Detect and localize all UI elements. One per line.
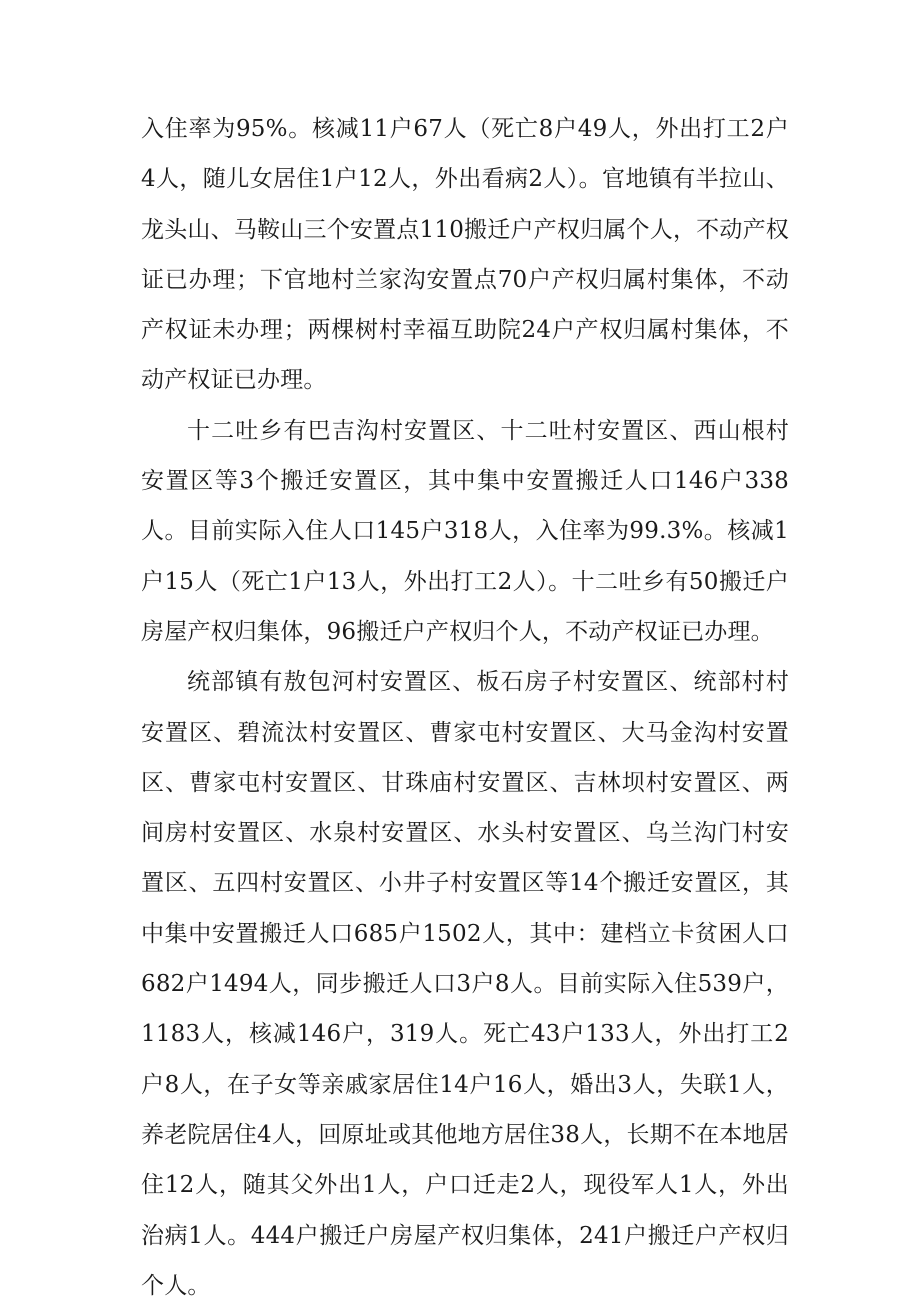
paragraph-relocation-tongbu: 统部镇有敖包河村安置区、板石房子村安置区、统部村村安置区、碧流汰村安置区、曹家屯村安置区、大马金沟村安置区、曹家屯村安置区、甘珠庙村安置区、吉林坝村安置区、两间房村安置区、水泉村安置区、水头村安置区、乌兰沟门村安置区、五四村安置区、小井子村安置区等14个搬迁安置区，其中集中安置搬迁人口685户1502人，其中：建档立卡贫困人口682户1494人，同步搬迁人口3户8人。目前实际入住539户，1183人，核减146户，319人。死亡43户133人，外出打工2户8人，在子女等亲戚家居住14户16人，婚出3人，失联1人，养老院居住4人，回原址或其他地方居住38人，长期不在本地居住12人，随其父外出1人，户口迁走2人，现役军人1人，外出治病1人。444户搬迁户房屋产权归集体，241户搬迁户产权归个人。 — [141, 669, 789, 1299]
paragraph-relocation-shiertu: 十二吐乡有巴吉沟村安置区、十二吐村安置区、西山根村安置区等3个搬迁安置区，其中集中安置搬迁人口146户338人。目前实际入住人口145户318人，入住率为99.3%。核减1户15人（死亡1户13人，外出打工2人）。十二吐乡有50搬迁户房屋产权归集体，96搬迁户产权归个人，不动产权证已办理。 — [141, 417, 789, 645]
document-page — [141, 104, 789, 1311]
paragraph-relocation-guandi: 入住率为95%。核减11户67人（死亡8户49人，外出打工2户4人，随儿女居住1户12人，外出看病2人）。官地镇有半拉山、龙头山、马鞍山三个安置点110搬迁户产权归属个人，不动产权证已办理；下官地村兰家沟安置点70户产权归属村集体，不动产权证未办理；两棵树村幸福互助院24户产权归属村集体，不动产权证已办理。 — [141, 116, 789, 394]
